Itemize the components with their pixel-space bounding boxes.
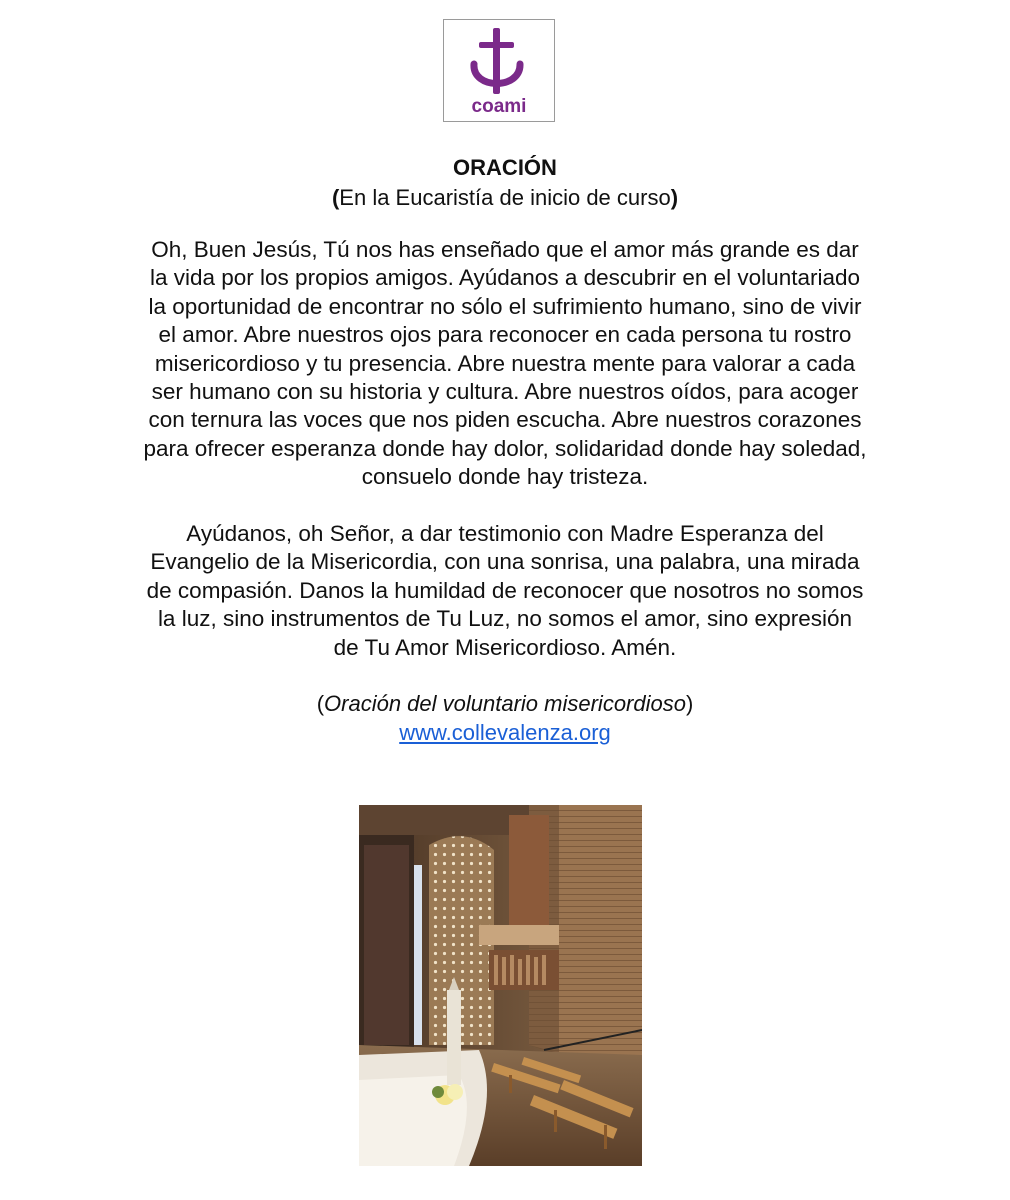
paragraph-line: para ofrecer esperanza donde hay dolor, solidaridad donde hay soledad, [143, 435, 867, 461]
paragraph-line: la vida por los propios amigos. Ayúdanos a descubrir en el voluntariado [149, 265, 860, 291]
paragraph-line: Evangelio de la Misericordia, con una sonrisa, una palabra, una mirada [150, 549, 860, 575]
paragraph-line: de compasión. Danos la humildad de reconocer que nosotros no somos [146, 577, 864, 603]
paragraph-line: Oh, Buen Jesús, Tú nos has enseñado que el amor más grande es dar [151, 237, 859, 262]
coami-logo [443, 19, 555, 122]
paragraph-line: la luz, sino instrumentos de Tu Luz, no somos el amor, sino expresión [157, 606, 853, 632]
subtitle-text: En la Eucaristía de inicio de curso [339, 185, 671, 210]
cross-anchor-icon [444, 20, 554, 121]
paragraph-line: con ternura las voces que nos piden escucha. Abre nuestros corazones [148, 407, 862, 433]
website-link-row [0, 718, 1010, 748]
paragraph-line: de Tu Amor Misericordioso. Amén. [333, 634, 677, 660]
paragraph-line: el amor. Abre nuestros ojos para reconocer en cada persona tu rostro [158, 322, 852, 348]
prayer-subtitle [0, 183, 1010, 213]
website-link[interactable]: www.collevalenza.org [399, 720, 611, 745]
prayer-paragraph-2 [60, 520, 950, 662]
subtitle-open-paren: ( [331, 185, 340, 210]
prayer-source [0, 689, 1010, 719]
paragraph-line: Ayúdanos, oh Señor, a dar testimonio con Madre Esperanza del [186, 521, 824, 546]
source-text: Oración del voluntario misericordioso [324, 691, 686, 716]
source-open-paren: ( [316, 691, 325, 716]
paragraph-line: la oportunidad de encontrar no sólo el sufrimiento humano, sino de vivir [148, 293, 862, 319]
paragraph-line: misericordioso y tu presencia. Abre nuestra mente para valorar a cada [154, 350, 856, 376]
paragraph-line: consuelo donde hay tristeza. [361, 464, 649, 490]
source-close-paren: ) [685, 691, 694, 716]
sanctuary-interior-photo [359, 805, 642, 1166]
prayer-title: ORACIÓN [453, 155, 557, 180]
prayer-paragraph-1 [60, 236, 950, 492]
paragraph-line: ser humano con su historia y cultura. Abre nuestros oídos, para acoger [151, 379, 859, 405]
subtitle-close-paren: ) [670, 185, 679, 210]
logo-text: coami [471, 96, 527, 117]
